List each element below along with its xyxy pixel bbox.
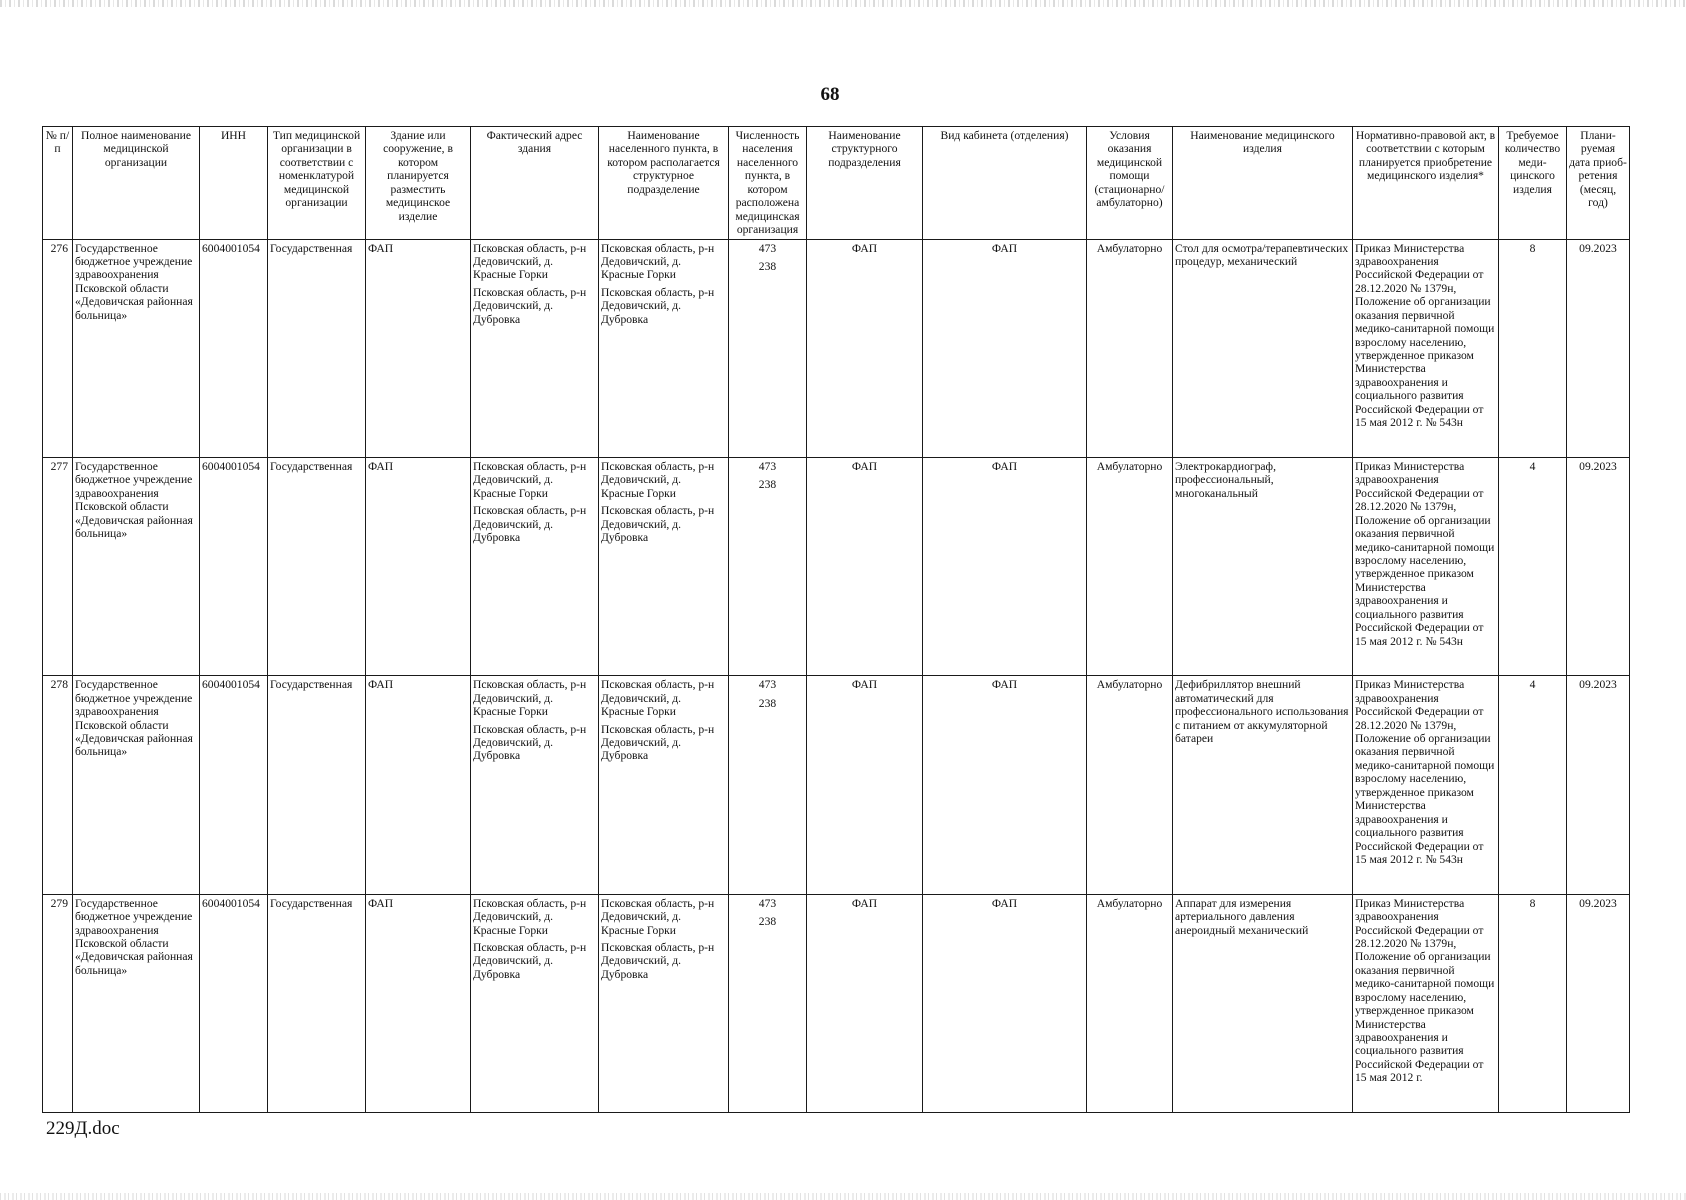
org-name: Государственное бюджетное учреждение здравоохранения Псковской области «Дедовичская районная больница»	[73, 676, 200, 894]
building: ФАП	[366, 676, 471, 894]
conditions: Амбулаторно	[1087, 894, 1173, 1112]
planned-date: 09.2023	[1567, 239, 1630, 457]
cabinet: ФАП	[923, 894, 1087, 1112]
org-type: Государственная	[268, 239, 366, 457]
address-cell	[471, 457, 599, 675]
building: ФАП	[366, 894, 471, 1112]
header-row	[43, 127, 1630, 240]
table-row	[43, 457, 1630, 675]
address-2: Псковская область, р-н Дедовичский, д. Дубровка	[473, 722, 587, 763]
unit: ФАП	[807, 894, 923, 1112]
conditions: Амбулаторно	[1087, 239, 1173, 457]
row-num: 277	[43, 457, 73, 675]
table-row	[43, 676, 1630, 894]
col-header-org: Полное наименование медицинской организации	[73, 127, 200, 240]
quantity: 4	[1499, 676, 1567, 894]
col-header-unit: Наименование структурного подразделения	[807, 127, 923, 240]
settlement-2: Псковская область, р-н Дедовичский, д. Дубровка	[601, 940, 715, 981]
address-1: Псковская область, р-н Дедовичский, д. Красные Горки	[473, 678, 587, 719]
population-cell	[729, 894, 807, 1112]
population-cell	[729, 676, 807, 894]
org-type: Государственная	[268, 676, 366, 894]
col-header-date: Плани-руемая дата приоб-ретения (месяц, год)	[1567, 127, 1630, 240]
planned-date: 09.2023	[1567, 676, 1630, 894]
address-1: Псковская область, р-н Дедовичский, д. Красные Горки	[473, 459, 587, 500]
population-2: 238	[758, 478, 777, 492]
address-1: Псковская область, р-н Дедовичский, д. Красные Горки	[473, 896, 587, 937]
org-type: Государственная	[268, 894, 366, 1112]
col-header-inn: ИНН	[200, 127, 268, 240]
inn: 6004001054	[200, 457, 268, 675]
settlement-cell	[599, 457, 729, 675]
org-type: Государственная	[268, 457, 366, 675]
planned-date: 09.2023	[1567, 457, 1630, 675]
col-header-cabinet: Вид кабинета (отделения)	[923, 127, 1087, 240]
col-header-type: Тип медицинской организации в соответствии с номенклатурой медицинской организации	[268, 127, 366, 240]
col-header-conditions: Условия оказания медицинской помощи (стационарно/ амбулаторно)	[1087, 127, 1173, 240]
population-cell	[729, 239, 807, 457]
col-header-qty: Требуемое количество меди-цинского изделия	[1499, 127, 1567, 240]
device-name: Дефибриллятор внешний автоматический для профессионального использования с питанием от аккумуляторной батареи	[1173, 676, 1353, 894]
col-header-building: Здание или сооружение, в котором планируется разместить медицинское изделие	[366, 127, 471, 240]
table-row	[43, 894, 1630, 1112]
settlement-2: Псковская область, р-н Дедовичский, д. Дубровка	[601, 722, 715, 763]
row-num: 279	[43, 894, 73, 1112]
address-2: Псковская область, р-н Дедовичский, д. Дубровка	[473, 940, 587, 981]
col-header-address: Фактический адрес здания	[471, 127, 599, 240]
address-cell	[471, 239, 599, 457]
quantity: 4	[1499, 457, 1567, 675]
planned-date: 09.2023	[1567, 894, 1630, 1112]
settlement-2: Псковская область, р-н Дедовичский, д. Дубровка	[601, 285, 715, 326]
settlement-1: Псковская область, р-н Дедовичский, д. Красные Горки	[601, 241, 715, 282]
unit: ФАП	[807, 676, 923, 894]
quantity: 8	[1499, 894, 1567, 1112]
population-1: 473	[758, 459, 777, 473]
org-name: Государственное бюджетное учреждение здравоохранения Псковской области «Дедовичская районная больница»	[73, 457, 200, 675]
org-name: Государственное бюджетное учреждение здравоохранения Псковской области «Дедовичская районная больница»	[73, 894, 200, 1112]
population-1: 473	[758, 896, 777, 910]
conditions: Амбулаторно	[1087, 676, 1173, 894]
settlement-1: Псковская область, р-н Дедовичский, д. Красные Горки	[601, 896, 715, 937]
legal-act: Приказ Министерства здравоохранения Российской Федерации от 28.12.2020 № 1379н, Положение об организации оказания первичной медико-санитарной помощи взрослому населению, утвержденное приказом Министерства здравоохранения и социального развития Российской Федерации от 15 мая 2012 г. № 543н	[1353, 457, 1499, 675]
unit: ФАП	[807, 239, 923, 457]
address-2: Псковская область, р-н Дедовичский, д. Дубровка	[473, 285, 587, 326]
device-name: Аппарат для измерения артериального давления анероидный механический	[1173, 894, 1353, 1112]
inn: 6004001054	[200, 239, 268, 457]
address-1: Псковская область, р-н Дедовичский, д. Красные Горки	[473, 241, 587, 282]
legal-act: Приказ Министерства здравоохранения Российской Федерации от 28.12.2020 № 1379н, Положение об организации оказания первичной медико-санитарной помощи взрослому населению, утвержденное приказом Министерства здравоохранения и социального развития Российской Федерации от 15 мая 2012 г.	[1353, 894, 1499, 1112]
device-name: Стол для осмотра/терапевтических процедур, механический	[1173, 239, 1353, 457]
population-2: 238	[758, 696, 777, 710]
legal-act: Приказ Министерства здравоохранения Российской Федерации от 28.12.2020 № 1379н, Положение об организации оказания первичной медико-санитарной помощи взрослому населению, утвержденное приказом Министерства здравоохранения и социального развития Российской Федерации от 15 мая 2012 г. № 543н	[1353, 239, 1499, 457]
population-cell	[729, 457, 807, 675]
cabinet: ФАП	[923, 239, 1087, 457]
population-2: 238	[758, 915, 777, 929]
settlement-cell	[599, 894, 729, 1112]
settlement-cell	[599, 676, 729, 894]
settlement-1: Псковская область, р-н Дедовичский, д. Красные Горки	[601, 678, 715, 719]
col-header-device: Наименование медицинского изделия	[1173, 127, 1353, 240]
unit: ФАП	[807, 457, 923, 675]
scan-edge-top	[0, 0, 1686, 7]
col-header-num: № п/п	[43, 127, 73, 240]
table-row	[43, 239, 1630, 457]
equipment-register-table	[42, 126, 1630, 1113]
page-number: 68	[820, 84, 840, 105]
legal-act: Приказ Министерства здравоохранения Российской Федерации от 28.12.2020 № 1379н, Положение об организации оказания первичной медико-санитарной помощи взрослому населению, утвержденное приказом Министерства здравоохранения и социального развития Российской Федерации от 15 мая 2012 г. № 543н	[1353, 676, 1499, 894]
quantity: 8	[1499, 239, 1567, 457]
settlement-2: Псковская область, р-н Дедовичский, д. Дубровка	[601, 504, 715, 545]
device-name: Электрокардиограф, профессиональный, многоканальный	[1173, 457, 1353, 675]
inn: 6004001054	[200, 676, 268, 894]
conditions: Амбулаторно	[1087, 457, 1173, 675]
inn: 6004001054	[200, 894, 268, 1112]
footer-filename: 229Д.doc	[46, 1118, 120, 1139]
col-header-act: Нормативно-правовой акт, в соответствии с которым планируется приобретение медицинского изделия*	[1353, 127, 1499, 240]
building: ФАП	[366, 457, 471, 675]
building: ФАП	[366, 239, 471, 457]
address-cell	[471, 894, 599, 1112]
population-1: 473	[758, 678, 777, 692]
row-num: 276	[43, 239, 73, 457]
col-header-population: Численность населения населенного пункта, в котором расположена медицинская организация	[729, 127, 807, 240]
address-cell	[471, 676, 599, 894]
address-2: Псковская область, р-н Дедовичский, д. Дубровка	[473, 504, 587, 545]
settlement-cell	[599, 239, 729, 457]
scan-edge-bottom	[0, 1193, 1686, 1200]
population-1: 473	[758, 241, 777, 255]
settlement-1: Псковская область, р-н Дедовичский, д. Красные Горки	[601, 459, 715, 500]
cabinet: ФАП	[923, 676, 1087, 894]
population-2: 238	[758, 259, 777, 273]
cabinet: ФАП	[923, 457, 1087, 675]
row-num: 278	[43, 676, 73, 894]
org-name: Государственное бюджетное учреждение здравоохранения Псковской области «Дедовичская районная больница»	[73, 239, 200, 457]
col-header-settlement: Наименование населенного пункта, в котором располагается структурное подразделение	[599, 127, 729, 240]
